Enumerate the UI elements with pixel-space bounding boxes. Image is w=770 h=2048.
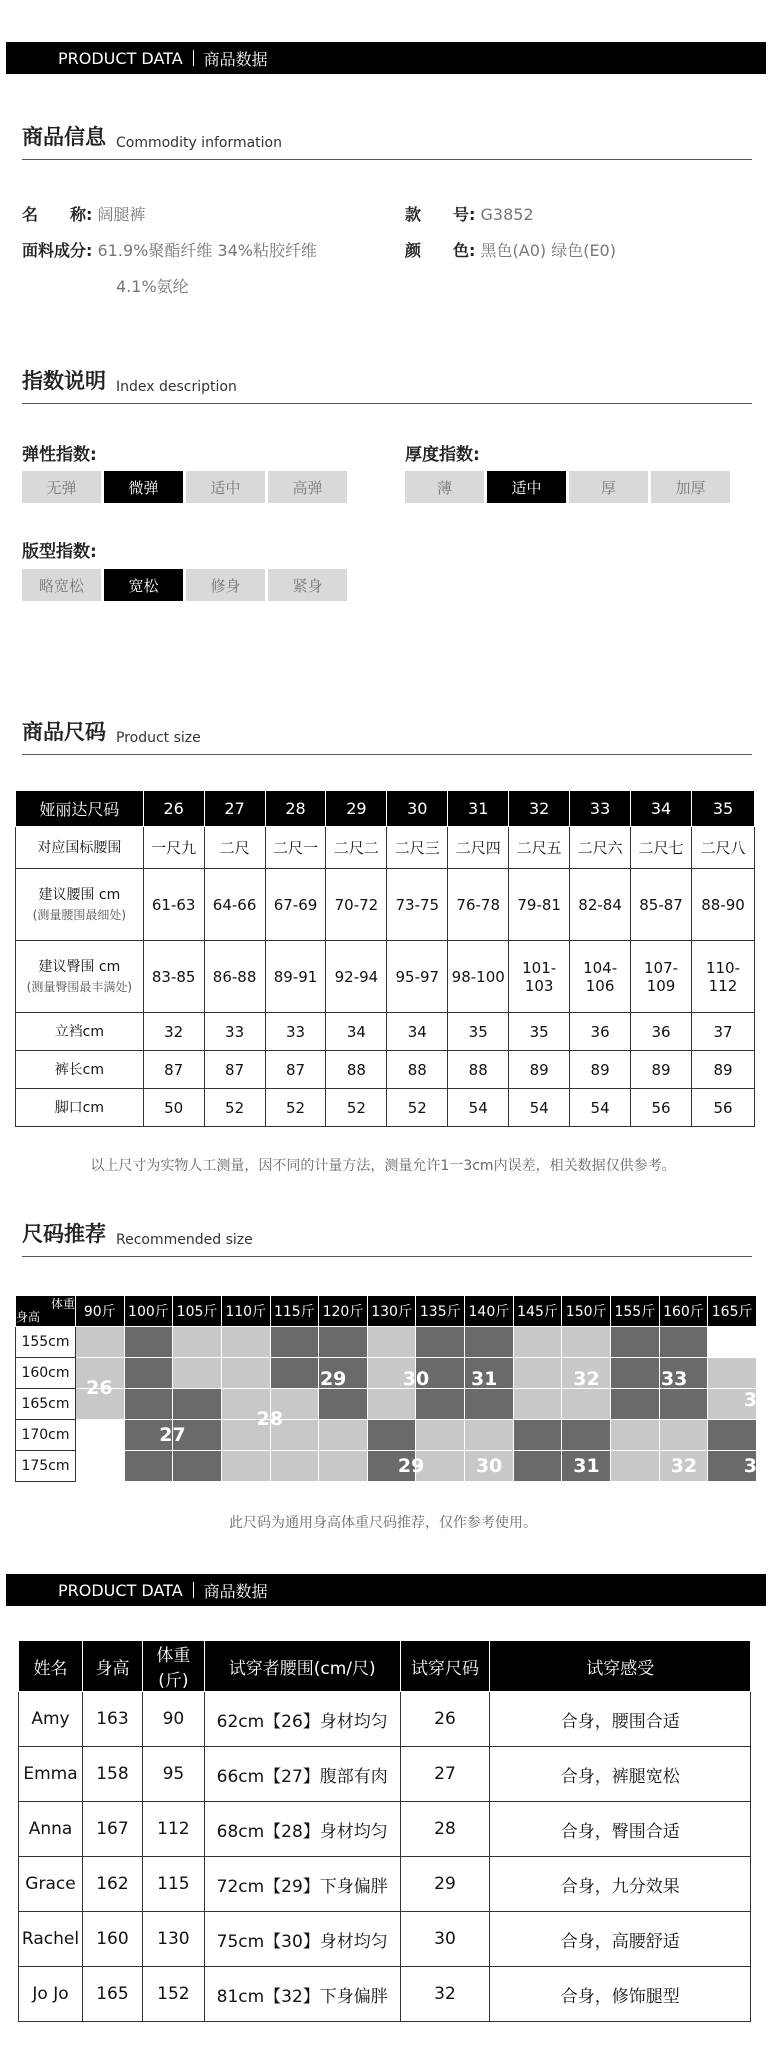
size-row-label-text: 脚口cm bbox=[54, 1099, 105, 1116]
trial-cell: Amy bbox=[19, 1692, 83, 1747]
thickness-option: 加厚 bbox=[651, 471, 730, 503]
trial-cell: 160 bbox=[82, 1912, 142, 1967]
size-header-row bbox=[16, 791, 755, 827]
size-row bbox=[16, 1013, 755, 1051]
weight-header: 135斤 bbox=[416, 1296, 465, 1327]
recommend-cell bbox=[270, 1327, 319, 1358]
size-cell: 35 bbox=[509, 1013, 570, 1051]
weight-header: 155斤 bbox=[610, 1296, 659, 1327]
recommend-cell bbox=[221, 1358, 270, 1389]
name-value: 阔腿裤 bbox=[97, 205, 146, 224]
recommend-cell bbox=[270, 1451, 319, 1482]
size-cell: 64-66 bbox=[204, 869, 265, 941]
size-cell: 32 bbox=[143, 1013, 204, 1051]
commodity-title-en: Commodity information bbox=[116, 135, 282, 151]
size-cell: 87 bbox=[143, 1051, 204, 1089]
trial-header-cell: 试穿者腰围(cm/尺) bbox=[204, 1641, 400, 1692]
recommend-cell bbox=[270, 1358, 319, 1389]
size-table bbox=[15, 790, 755, 1127]
recommend-size-label: 30 bbox=[402, 1367, 430, 1390]
recommend-cell bbox=[75, 1327, 124, 1358]
recommend-cell bbox=[610, 1451, 659, 1482]
size-cell: 89 bbox=[631, 1051, 692, 1089]
trial-cell: 81cm【32】下身偏胖 bbox=[204, 1967, 400, 2022]
size-cell: 101-103 bbox=[509, 941, 570, 1013]
size-cell: 二尺一 bbox=[265, 827, 326, 869]
recommend-cell bbox=[319, 1420, 368, 1451]
size-cell: 89-91 bbox=[265, 941, 326, 1013]
size-header-cell: 32 bbox=[509, 791, 570, 827]
recommend-cell bbox=[367, 1389, 416, 1420]
size-cell: 56 bbox=[692, 1089, 755, 1127]
size-cell: 二尺二 bbox=[326, 827, 387, 869]
recommend-cell bbox=[367, 1420, 416, 1451]
trial-cell: 29 bbox=[400, 1857, 490, 1912]
trial-header-cell: 身高 bbox=[82, 1641, 142, 1692]
size-cell: 50 bbox=[143, 1089, 204, 1127]
index-title-cn: 指数说明 bbox=[22, 369, 106, 393]
trial-header-row bbox=[19, 1641, 751, 1692]
recommend-section-title bbox=[22, 1217, 752, 1257]
recommend-size-label: 29 bbox=[397, 1454, 425, 1477]
fabric-value-line2: 4.1%氨纶 bbox=[116, 277, 189, 296]
recommend-header-row bbox=[16, 1296, 757, 1327]
size-cell: 89 bbox=[509, 1051, 570, 1089]
size-cell: 37 bbox=[692, 1013, 755, 1051]
weight-header: 160斤 bbox=[659, 1296, 708, 1327]
weight-header: 120斤 bbox=[319, 1296, 368, 1327]
trial-cell: 62cm【26】身材均匀 bbox=[204, 1692, 400, 1747]
size-cell: 88 bbox=[326, 1051, 387, 1089]
size-row-label-sub: (测量臀围最丰满处) bbox=[26, 979, 133, 994]
size-header-cell: 30 bbox=[387, 791, 448, 827]
size-cell: 52 bbox=[204, 1089, 265, 1127]
size-header-cell: 31 bbox=[448, 791, 509, 827]
size-cell: 87 bbox=[204, 1051, 265, 1089]
size-title-cn: 商品尺码 bbox=[22, 720, 106, 744]
bar-title-en: PRODUCT DATA bbox=[58, 1580, 183, 1600]
elastic-index-options bbox=[22, 471, 347, 503]
size-row-label-text: 立裆cm bbox=[54, 1023, 105, 1040]
size-cell: 85-87 bbox=[631, 869, 692, 941]
recommend-size-label: 32 bbox=[670, 1454, 698, 1477]
size-cell: 33 bbox=[265, 1013, 326, 1051]
recommend-cell bbox=[610, 1327, 659, 1358]
size-cell: 二尺 bbox=[204, 827, 265, 869]
recommend-cell bbox=[659, 1389, 708, 1420]
trial-row bbox=[19, 1967, 751, 2022]
thickness-index-label: 厚度指数: bbox=[405, 445, 480, 465]
recommend-size-label: 33 bbox=[743, 1454, 770, 1477]
size-cell: 二尺五 bbox=[509, 827, 570, 869]
trial-cell: 158 bbox=[82, 1747, 142, 1802]
recommend-cell bbox=[416, 1420, 465, 1451]
trial-cell: 152 bbox=[142, 1967, 204, 2022]
size-row-label-text: 建议臀围 cm bbox=[38, 958, 121, 975]
fit-index-label: 版型指数: bbox=[22, 542, 97, 562]
size-row bbox=[16, 827, 755, 869]
recommend-cell bbox=[416, 1389, 465, 1420]
size-cell: 104-106 bbox=[570, 941, 631, 1013]
recommend-size-label: 30 bbox=[475, 1454, 503, 1477]
height-header: 165cm bbox=[16, 1389, 76, 1420]
recommend-cell bbox=[562, 1389, 611, 1420]
style-value: G3852 bbox=[480, 205, 534, 224]
recommend-corner bbox=[16, 1296, 76, 1327]
size-cell: 一尺九 bbox=[143, 827, 204, 869]
recommend-size-label: 32 bbox=[573, 1367, 600, 1390]
product-data-bar-top bbox=[6, 42, 766, 74]
recommend-cell bbox=[367, 1327, 416, 1358]
trial-row bbox=[19, 1747, 751, 1802]
trial-cell: 112 bbox=[142, 1802, 204, 1857]
commodity-section-title bbox=[22, 120, 752, 160]
trial-header-cell: 体重(斤) bbox=[142, 1641, 204, 1692]
recommend-cell bbox=[659, 1327, 708, 1358]
size-cell: 89 bbox=[570, 1051, 631, 1089]
thickness-option: 薄 bbox=[405, 471, 484, 503]
size-note: 以上尺寸为实物人工测量，因不同的计量方法，测量允许1一3cm内误差，相关数据仅供参考。 bbox=[90, 1158, 676, 1174]
trial-header-cell: 试穿尺码 bbox=[400, 1641, 490, 1692]
thickness-option: 厚 bbox=[569, 471, 648, 503]
trial-cell: 163 bbox=[82, 1692, 142, 1747]
weight-header: 105斤 bbox=[173, 1296, 222, 1327]
trial-cell: Emma bbox=[19, 1747, 83, 1802]
recommend-cell bbox=[708, 1420, 757, 1451]
trial-cell: 合身，修饰腿型 bbox=[490, 1967, 751, 2022]
recommend-row bbox=[16, 1389, 757, 1420]
elastic-option: 无弹 bbox=[22, 471, 101, 503]
size-row-label bbox=[16, 1051, 144, 1089]
name-row bbox=[22, 202, 146, 225]
recommend-cell bbox=[659, 1420, 708, 1451]
size-header-cell: 26 bbox=[143, 791, 204, 827]
recommend-cell bbox=[562, 1420, 611, 1451]
size-cell: 二尺七 bbox=[631, 827, 692, 869]
size-cell: 54 bbox=[570, 1089, 631, 1127]
recommend-cell bbox=[124, 1358, 173, 1389]
recommend-row bbox=[16, 1358, 757, 1389]
size-cell: 88 bbox=[387, 1051, 448, 1089]
recommend-cell bbox=[124, 1327, 173, 1358]
trial-cell: 162 bbox=[82, 1857, 142, 1912]
trial-row bbox=[19, 1802, 751, 1857]
size-cell: 70-72 bbox=[326, 869, 387, 941]
size-cell: 95-97 bbox=[387, 941, 448, 1013]
trial-cell: Rachel bbox=[19, 1912, 83, 1967]
size-header-cell: 28 bbox=[265, 791, 326, 827]
trial-cell: Anna bbox=[19, 1802, 83, 1857]
fabric-label: 面料成分: bbox=[22, 241, 93, 260]
size-cell: 二尺三 bbox=[387, 827, 448, 869]
trial-cell: Grace bbox=[19, 1857, 83, 1912]
trial-cell: 167 bbox=[82, 1802, 142, 1857]
size-row bbox=[16, 1051, 755, 1089]
recommend-size-label: 31 bbox=[470, 1367, 498, 1390]
size-cell: 33 bbox=[204, 1013, 265, 1051]
height-header: 175cm bbox=[16, 1451, 76, 1482]
bar-title-cn: 商品数据 bbox=[203, 1581, 268, 1601]
size-header-cell: 34 bbox=[631, 791, 692, 827]
size-cell: 54 bbox=[448, 1089, 509, 1127]
color-value: 黑色(A0) 绿色(E0) bbox=[480, 241, 616, 260]
recommend-row bbox=[16, 1420, 757, 1451]
size-row-label bbox=[16, 941, 144, 1013]
size-cell: 89 bbox=[692, 1051, 755, 1089]
size-title-en: Product size bbox=[116, 730, 201, 746]
size-cell: 61-63 bbox=[143, 869, 204, 941]
size-row-label-text: 对应国标腰围 bbox=[37, 839, 122, 856]
size-row bbox=[16, 869, 755, 941]
size-cell: 88 bbox=[448, 1051, 509, 1089]
recommend-cell bbox=[610, 1389, 659, 1420]
trial-cell: 66cm【27】腹部有肉 bbox=[204, 1747, 400, 1802]
recommend-size-label: 33 bbox=[660, 1367, 688, 1390]
index-title-en: Index description bbox=[116, 379, 237, 395]
recommend-cell bbox=[465, 1389, 514, 1420]
size-cell: 52 bbox=[326, 1089, 387, 1127]
size-cell: 67-69 bbox=[265, 869, 326, 941]
trial-header-cell: 姓名 bbox=[19, 1641, 83, 1692]
size-row-label bbox=[16, 1089, 144, 1127]
trial-cell: 165 bbox=[82, 1967, 142, 2022]
recommend-cell bbox=[319, 1451, 368, 1482]
trial-cell: 75cm【30】身材均匀 bbox=[204, 1912, 400, 1967]
fit-option: 略宽松 bbox=[22, 569, 101, 601]
recommend-cell bbox=[173, 1327, 222, 1358]
recommend-cell bbox=[513, 1327, 562, 1358]
recommend-size-label: 28 bbox=[256, 1408, 284, 1430]
size-cell: 35 bbox=[448, 1013, 509, 1051]
recommend-cell bbox=[75, 1420, 124, 1451]
trial-cell: 合身，腰围合适 bbox=[490, 1692, 751, 1747]
recommend-cell bbox=[221, 1451, 270, 1482]
recommend-cell bbox=[708, 1327, 757, 1358]
trial-cell: 26 bbox=[400, 1692, 490, 1747]
weight-header: 140斤 bbox=[465, 1296, 514, 1327]
trial-cell: 合身，高腰舒适 bbox=[490, 1912, 751, 1967]
recommend-cell bbox=[465, 1327, 514, 1358]
size-row-label-sub: (测量腰围最细处) bbox=[32, 907, 127, 922]
size-cell: 92-94 bbox=[326, 941, 387, 1013]
size-recommend-chart bbox=[15, 1295, 770, 1485]
elastic-index-label: 弹性指数: bbox=[22, 445, 97, 465]
recommend-size-label: 29 bbox=[319, 1367, 347, 1390]
thickness-index-options bbox=[405, 471, 730, 503]
style-row bbox=[405, 202, 534, 225]
elastic-option: 高弹 bbox=[268, 471, 347, 503]
trial-cell: 28 bbox=[400, 1802, 490, 1857]
corner-height: 身高 bbox=[16, 1310, 41, 1324]
elastic-option: 微弹 bbox=[104, 471, 183, 503]
size-cell: 107-109 bbox=[631, 941, 692, 1013]
index-section-title bbox=[22, 364, 752, 404]
size-row bbox=[16, 1089, 755, 1127]
recommend-cell bbox=[465, 1420, 514, 1451]
size-cell: 86-88 bbox=[204, 941, 265, 1013]
recommend-cell bbox=[513, 1420, 562, 1451]
trial-cell: 32 bbox=[400, 1967, 490, 2022]
weight-header: 100斤 bbox=[124, 1296, 173, 1327]
size-cell: 73-75 bbox=[387, 869, 448, 941]
size-cell: 36 bbox=[570, 1013, 631, 1051]
size-cell: 二尺八 bbox=[692, 827, 755, 869]
recommend-cell bbox=[173, 1389, 222, 1420]
trial-cell: 68cm【28】身材均匀 bbox=[204, 1802, 400, 1857]
weight-header: 130斤 bbox=[367, 1296, 416, 1327]
recommend-row bbox=[16, 1451, 757, 1482]
trial-cell: 30 bbox=[400, 1912, 490, 1967]
size-cell: 110-112 bbox=[692, 941, 755, 1013]
recommend-note: 此尺码为通用身高体重尺码推荐，仅作参考使用。 bbox=[229, 1515, 537, 1531]
recommend-cell bbox=[513, 1451, 562, 1482]
size-cell: 54 bbox=[509, 1089, 570, 1127]
recommend-cell bbox=[173, 1358, 222, 1389]
commodity-title-cn: 商品信息 bbox=[22, 125, 106, 149]
weight-header: 145斤 bbox=[513, 1296, 562, 1327]
recommend-cell bbox=[124, 1389, 173, 1420]
size-cell: 88-90 bbox=[692, 869, 755, 941]
recommend-cell bbox=[610, 1358, 659, 1389]
trial-cell: 90 bbox=[142, 1692, 204, 1747]
recommend-cell bbox=[221, 1327, 270, 1358]
recommend-title-cn: 尺码推荐 bbox=[22, 1222, 106, 1246]
size-header-cell: 33 bbox=[570, 791, 631, 827]
fit-option: 宽松 bbox=[104, 569, 183, 601]
recommend-size-label: 34 bbox=[743, 1389, 770, 1412]
size-cell: 82-84 bbox=[570, 869, 631, 941]
size-cell: 34 bbox=[387, 1013, 448, 1051]
size-row-label bbox=[16, 1013, 144, 1051]
size-header-cell: 27 bbox=[204, 791, 265, 827]
size-cell: 76-78 bbox=[448, 869, 509, 941]
trial-cell: 合身，九分效果 bbox=[490, 1857, 751, 1912]
recommend-cell bbox=[319, 1389, 368, 1420]
fit-index-options bbox=[22, 569, 347, 601]
height-header: 170cm bbox=[16, 1420, 76, 1451]
trial-row bbox=[19, 1692, 751, 1747]
thickness-option: 适中 bbox=[487, 471, 566, 503]
product-data-bar-bottom bbox=[6, 1574, 766, 1606]
weight-header: 115斤 bbox=[270, 1296, 319, 1327]
size-row-label bbox=[16, 869, 144, 941]
bar-separator bbox=[193, 1582, 194, 1598]
recommend-cell bbox=[416, 1327, 465, 1358]
trial-cell: 27 bbox=[400, 1747, 490, 1802]
weight-header: 110斤 bbox=[221, 1296, 270, 1327]
recommend-size-label: 31 bbox=[573, 1454, 600, 1477]
size-cell: 36 bbox=[631, 1013, 692, 1051]
size-cell: 52 bbox=[265, 1089, 326, 1127]
recommend-cell bbox=[708, 1358, 757, 1389]
color-label: 颜 色: bbox=[405, 241, 476, 260]
bar-separator bbox=[193, 50, 194, 66]
recommend-title-en: Recommended size bbox=[116, 1232, 253, 1248]
fit-option: 修身 bbox=[186, 569, 265, 601]
trial-cell: 合身，臀围合适 bbox=[490, 1802, 751, 1857]
name-label: 名 称: bbox=[22, 205, 93, 224]
size-cell: 98-100 bbox=[448, 941, 509, 1013]
trial-cell: 合身，裤腿宽松 bbox=[490, 1747, 751, 1802]
trial-row bbox=[19, 1912, 751, 1967]
recommend-cell bbox=[513, 1358, 562, 1389]
size-cell: 56 bbox=[631, 1089, 692, 1127]
recommend-cell bbox=[173, 1451, 222, 1482]
fabric-value-line1: 61.9%聚酯纤维 34%粘胶纤维 bbox=[97, 241, 317, 260]
height-header: 155cm bbox=[16, 1327, 76, 1358]
size-header-cell: 29 bbox=[326, 791, 387, 827]
recommend-cell bbox=[75, 1451, 124, 1482]
weight-header: 90斤 bbox=[75, 1296, 124, 1327]
recommend-cell bbox=[562, 1327, 611, 1358]
trial-cell: Jo Jo bbox=[19, 1967, 83, 2022]
corner-weight: 体重 bbox=[50, 1297, 75, 1311]
size-cell: 87 bbox=[265, 1051, 326, 1089]
elastic-option: 适中 bbox=[186, 471, 265, 503]
size-row-label-text: 建议腰围 cm bbox=[38, 886, 121, 903]
style-label: 款 号: bbox=[405, 205, 476, 224]
size-row bbox=[16, 941, 755, 1013]
recommend-row bbox=[16, 1327, 757, 1358]
recommend-size-label: 27 bbox=[159, 1423, 186, 1446]
recommend-cell bbox=[124, 1451, 173, 1482]
size-cell: 79-81 bbox=[509, 869, 570, 941]
weight-header: 150斤 bbox=[562, 1296, 611, 1327]
fit-option: 紧身 bbox=[268, 569, 347, 601]
trial-cell: 115 bbox=[142, 1857, 204, 1912]
size-row-label bbox=[16, 827, 144, 869]
trial-row bbox=[19, 1857, 751, 1912]
fabric-row bbox=[22, 238, 317, 261]
bar-title-en: PRODUCT DATA bbox=[58, 48, 183, 68]
size-recommend-table bbox=[15, 1295, 757, 1482]
trial-cell: 72cm【29】下身偏胖 bbox=[204, 1857, 400, 1912]
recommend-cell bbox=[610, 1420, 659, 1451]
size-cell: 二尺六 bbox=[570, 827, 631, 869]
size-cell: 二尺四 bbox=[448, 827, 509, 869]
trial-table bbox=[18, 1640, 751, 2022]
color-row bbox=[405, 238, 616, 261]
size-header-cell: 35 bbox=[692, 791, 755, 827]
height-header: 160cm bbox=[16, 1358, 76, 1389]
size-header-label: 娅丽达尺码 bbox=[16, 791, 144, 827]
size-section-title bbox=[22, 715, 752, 755]
size-row-label-text: 裤长cm bbox=[54, 1061, 105, 1078]
recommend-size-label: 26 bbox=[86, 1377, 113, 1399]
recommend-cell bbox=[319, 1327, 368, 1358]
size-cell: 52 bbox=[387, 1089, 448, 1127]
recommend-cell bbox=[513, 1389, 562, 1420]
trial-header-cell: 试穿感受 bbox=[490, 1641, 751, 1692]
size-cell: 34 bbox=[326, 1013, 387, 1051]
bar-title-cn: 商品数据 bbox=[203, 49, 268, 69]
trial-cell: 130 bbox=[142, 1912, 204, 1967]
size-cell: 83-85 bbox=[143, 941, 204, 1013]
weight-header: 165斤 bbox=[708, 1296, 757, 1327]
trial-cell: 95 bbox=[142, 1747, 204, 1802]
